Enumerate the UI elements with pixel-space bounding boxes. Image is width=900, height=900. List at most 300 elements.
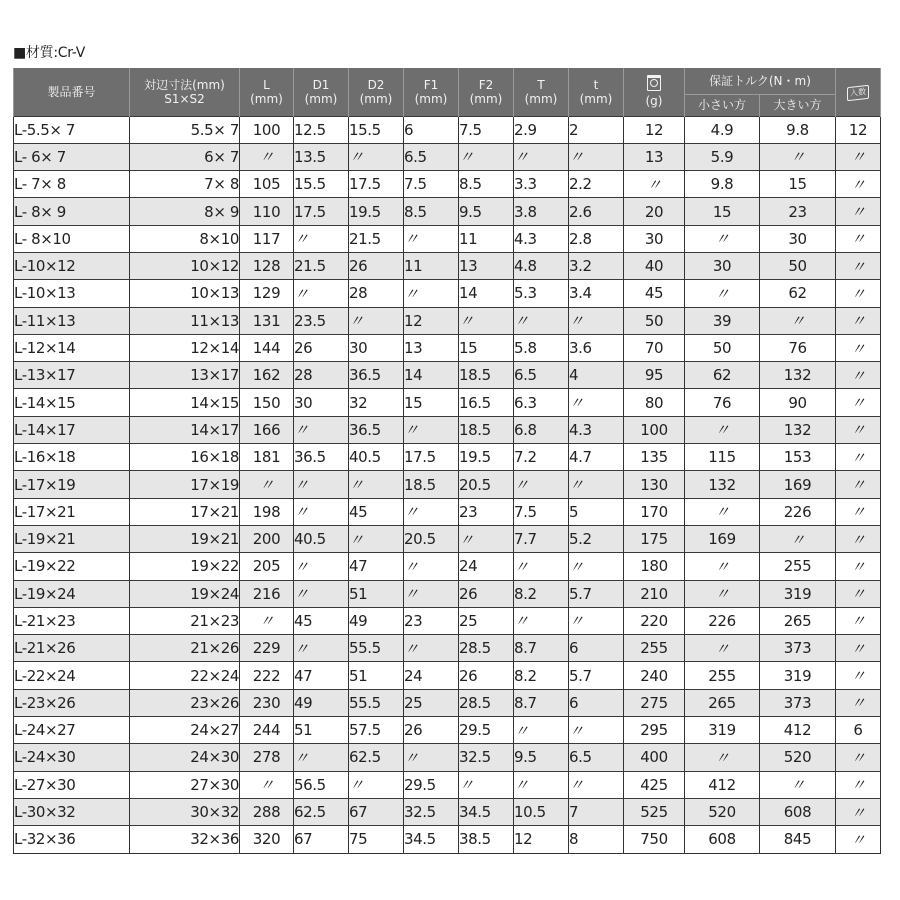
- cell-D2: 21.5: [349, 225, 404, 252]
- cell-F1: 13: [404, 334, 459, 361]
- cell-torque-large: 153: [760, 444, 836, 471]
- col-header-T: T (mm): [514, 68, 569, 116]
- cell-D2: 40.5: [349, 444, 404, 471]
- table-row: [14, 744, 881, 771]
- cell-L: 117: [240, 225, 294, 252]
- table-row: [14, 525, 881, 552]
- cell-L: 181: [240, 444, 294, 471]
- cell-D1: 26: [294, 334, 349, 361]
- cell-across-flats: 17×21: [130, 498, 240, 525]
- cell-T: 〃: [514, 607, 569, 634]
- cell-weight: 275: [624, 689, 685, 716]
- table-row: [14, 471, 881, 498]
- col-header-torque: 保証トルク(N・m): [685, 68, 836, 94]
- cell-T: 〃: [514, 143, 569, 170]
- cell-F1: 14: [404, 362, 459, 389]
- cell-torque-small: 520: [685, 798, 760, 825]
- cell-T: 〃: [514, 471, 569, 498]
- cell-across-flats: 8×10: [130, 225, 240, 252]
- cell-F1: 24: [404, 662, 459, 689]
- cell-torque-large: 373: [760, 635, 836, 662]
- table-row: [14, 717, 881, 744]
- cell-weight: 255: [624, 635, 685, 662]
- cell-across-flats: 24×30: [130, 744, 240, 771]
- table-row: [14, 225, 881, 252]
- cell-across-flats: 10×13: [130, 280, 240, 307]
- table-row: [14, 362, 881, 389]
- cell-torque-small: 4.9: [685, 116, 760, 143]
- cell-T: 6.8: [514, 416, 569, 443]
- cell-D1: 〃: [294, 280, 349, 307]
- cell-torque-small: 30: [685, 252, 760, 279]
- cell-D2: 26: [349, 252, 404, 279]
- cell-quantity: 〃: [836, 171, 881, 198]
- cell-T: 7.7: [514, 525, 569, 552]
- cell-t: 4: [569, 362, 624, 389]
- cell-torque-small: 〃: [685, 498, 760, 525]
- cell-t: 6: [569, 689, 624, 716]
- cell-weight: 80: [624, 389, 685, 416]
- cell-F2: 38.5: [459, 826, 514, 853]
- cell-F2: 18.5: [459, 416, 514, 443]
- cell-torque-small: 76: [685, 389, 760, 416]
- cell-T: 6.5: [514, 362, 569, 389]
- cell-quantity: 〃: [836, 771, 881, 798]
- cell-across-flats: 11×13: [130, 307, 240, 334]
- cell-across-flats: 30×32: [130, 798, 240, 825]
- table-row: [14, 826, 881, 853]
- cell-weight: 400: [624, 744, 685, 771]
- cell-torque-large: 319: [760, 662, 836, 689]
- cell-D1: 36.5: [294, 444, 349, 471]
- cell-T: 8.2: [514, 662, 569, 689]
- cell-L: 100: [240, 116, 294, 143]
- cell-across-flats: 7× 8: [130, 171, 240, 198]
- cell-D2: 36.5: [349, 362, 404, 389]
- table-row: [14, 116, 881, 143]
- cell-F2: 28.5: [459, 635, 514, 662]
- cell-F2: 23: [459, 498, 514, 525]
- cell-F2: 7.5: [459, 116, 514, 143]
- cell-F1: 18.5: [404, 471, 459, 498]
- cell-quantity: 〃: [836, 444, 881, 471]
- table-row: [14, 553, 881, 580]
- table-row: [14, 580, 881, 607]
- cell-F2: 24: [459, 553, 514, 580]
- table-row: [14, 798, 881, 825]
- cell-torque-large: 15: [760, 171, 836, 198]
- cell-t: 7: [569, 798, 624, 825]
- col-header-torque-large: 大きい方: [760, 94, 836, 116]
- cell-across-flats: 32×36: [130, 826, 240, 853]
- cell-D1: 12.5: [294, 116, 349, 143]
- cell-torque-large: 132: [760, 416, 836, 443]
- cell-F1: 〃: [404, 744, 459, 771]
- cell-D2: 62.5: [349, 744, 404, 771]
- cell-torque-large: 845: [760, 826, 836, 853]
- cell-quantity: 〃: [836, 225, 881, 252]
- cell-quantity: 〃: [836, 525, 881, 552]
- cell-D2: 51: [349, 580, 404, 607]
- cell-F2: 26: [459, 580, 514, 607]
- cell-across-flats: 8× 9: [130, 198, 240, 225]
- cell-L: 〃: [240, 607, 294, 634]
- cell-t: 2.2: [569, 171, 624, 198]
- cell-D1: 30: [294, 389, 349, 416]
- cell-across-flats: 22×24: [130, 662, 240, 689]
- cell-L: 222: [240, 662, 294, 689]
- cell-quantity: 〃: [836, 662, 881, 689]
- cell-F2: 34.5: [459, 798, 514, 825]
- cell-torque-small: 〃: [685, 416, 760, 443]
- table-row: [14, 198, 881, 225]
- cell-t: 4.7: [569, 444, 624, 471]
- col-header-product-no: 製品番号: [14, 68, 130, 116]
- table-row: [14, 171, 881, 198]
- cell-L: 144: [240, 334, 294, 361]
- cell-T: 12: [514, 826, 569, 853]
- cell-t: 5.7: [569, 662, 624, 689]
- cell-torque-small: 9.8: [685, 171, 760, 198]
- cell-L: 〃: [240, 471, 294, 498]
- scale-icon: [647, 75, 661, 91]
- cell-quantity: 〃: [836, 334, 881, 361]
- cell-torque-small: 50: [685, 334, 760, 361]
- cell-quantity: 〃: [836, 607, 881, 634]
- cell-torque-small: 255: [685, 662, 760, 689]
- cell-t: 4.3: [569, 416, 624, 443]
- cell-T: 〃: [514, 553, 569, 580]
- cell-product-no: L-19×24: [14, 580, 130, 607]
- cell-torque-large: 50: [760, 252, 836, 279]
- cell-quantity: 〃: [836, 307, 881, 334]
- cell-D1: 〃: [294, 635, 349, 662]
- table-row: [14, 143, 881, 170]
- cell-T: 4.8: [514, 252, 569, 279]
- cell-L: 229: [240, 635, 294, 662]
- cell-F1: 〃: [404, 498, 459, 525]
- cell-weight: 425: [624, 771, 685, 798]
- table-row: [14, 635, 881, 662]
- cell-product-no: L-17×19: [14, 471, 130, 498]
- cell-weight: 750: [624, 826, 685, 853]
- cell-D1: 13.5: [294, 143, 349, 170]
- cell-torque-small: 〃: [685, 553, 760, 580]
- cell-torque-small: 5.9: [685, 143, 760, 170]
- cell-t: 〃: [569, 607, 624, 634]
- cell-t: 2.6: [569, 198, 624, 225]
- cell-quantity: 12: [836, 116, 881, 143]
- col-header-across-flats: 対辺寸法(mm) S1×S2: [130, 68, 240, 116]
- cell-product-no: L-32×36: [14, 826, 130, 853]
- cell-torque-small: 412: [685, 771, 760, 798]
- cell-t: 2: [569, 116, 624, 143]
- cell-F1: 26: [404, 717, 459, 744]
- cell-t: 8: [569, 826, 624, 853]
- cell-product-no: L-27×30: [14, 771, 130, 798]
- cell-D1: 51: [294, 717, 349, 744]
- cell-F2: 26: [459, 662, 514, 689]
- cell-t: 〃: [569, 553, 624, 580]
- cell-torque-large: 62: [760, 280, 836, 307]
- table-row: [14, 771, 881, 798]
- cell-product-no: L-19×22: [14, 553, 130, 580]
- cell-T: 3.8: [514, 198, 569, 225]
- cell-D2: 55.5: [349, 635, 404, 662]
- cell-weight: 130: [624, 471, 685, 498]
- cell-across-flats: 21×23: [130, 607, 240, 634]
- cell-t: 5: [569, 498, 624, 525]
- cell-quantity: 〃: [836, 143, 881, 170]
- col-header-D2: D2 (mm): [349, 68, 404, 116]
- cell-quantity: 〃: [836, 744, 881, 771]
- cell-F1: 29.5: [404, 771, 459, 798]
- cell-quantity: 〃: [836, 198, 881, 225]
- cell-torque-large: 265: [760, 607, 836, 634]
- cell-quantity: 〃: [836, 498, 881, 525]
- cell-weight: 50: [624, 307, 685, 334]
- cell-product-no: L-12×14: [14, 334, 130, 361]
- cell-t: 3.4: [569, 280, 624, 307]
- cell-D1: 〃: [294, 471, 349, 498]
- cell-D2: 30: [349, 334, 404, 361]
- cell-torque-large: 169: [760, 471, 836, 498]
- cell-t: 5.7: [569, 580, 624, 607]
- cell-product-no: L-14×17: [14, 416, 130, 443]
- table-row: [14, 607, 881, 634]
- cell-torque-large: 〃: [760, 143, 836, 170]
- cell-torque-large: 319: [760, 580, 836, 607]
- cell-across-flats: 24×27: [130, 717, 240, 744]
- cell-weight: 13: [624, 143, 685, 170]
- cell-D1: 49: [294, 689, 349, 716]
- cell-quantity: 〃: [836, 389, 881, 416]
- cell-torque-small: 226: [685, 607, 760, 634]
- cell-F1: 6: [404, 116, 459, 143]
- cell-D1: 23.5: [294, 307, 349, 334]
- cell-torque-small: 〃: [685, 635, 760, 662]
- cell-D2: 49: [349, 607, 404, 634]
- cell-L: 110: [240, 198, 294, 225]
- col-header-L: L (mm): [240, 68, 294, 116]
- cell-torque-large: 〃: [760, 771, 836, 798]
- cell-across-flats: 13×17: [130, 362, 240, 389]
- cell-torque-large: 226: [760, 498, 836, 525]
- cell-torque-small: 608: [685, 826, 760, 853]
- cell-F1: 12: [404, 307, 459, 334]
- cell-T: 8.2: [514, 580, 569, 607]
- cell-t: 6.5: [569, 744, 624, 771]
- cell-F1: 〃: [404, 580, 459, 607]
- cell-F1: 34.5: [404, 826, 459, 853]
- cell-T: 9.5: [514, 744, 569, 771]
- cell-D1: 21.5: [294, 252, 349, 279]
- cell-weight: 175: [624, 525, 685, 552]
- cell-weight: 40: [624, 252, 685, 279]
- col-header-torque-small: 小さい方: [685, 94, 760, 116]
- cell-F2: 9.5: [459, 198, 514, 225]
- cell-T: 〃: [514, 771, 569, 798]
- cell-T: 6.3: [514, 389, 569, 416]
- cell-torque-large: 90: [760, 389, 836, 416]
- cell-quantity: 〃: [836, 635, 881, 662]
- cell-torque-small: 39: [685, 307, 760, 334]
- cell-product-no: L-24×27: [14, 717, 130, 744]
- col-header-t: t (mm): [569, 68, 624, 116]
- cell-across-flats: 10×12: [130, 252, 240, 279]
- spec-table: [13, 68, 881, 854]
- table-row: [14, 689, 881, 716]
- cell-quantity: 〃: [836, 362, 881, 389]
- table-row: [14, 662, 881, 689]
- cell-T: 7.2: [514, 444, 569, 471]
- cell-D2: 51: [349, 662, 404, 689]
- cell-D2: 75: [349, 826, 404, 853]
- cell-L: 150: [240, 389, 294, 416]
- table-row: [14, 416, 881, 443]
- table-row: [14, 444, 881, 471]
- cell-across-flats: 19×22: [130, 553, 240, 580]
- cell-D2: 28: [349, 280, 404, 307]
- col-header-F2: F2 (mm): [459, 68, 514, 116]
- cell-torque-large: 608: [760, 798, 836, 825]
- cell-D1: 62.5: [294, 798, 349, 825]
- cell-F2: 16.5: [459, 389, 514, 416]
- cell-D1: 45: [294, 607, 349, 634]
- cell-across-flats: 27×30: [130, 771, 240, 798]
- package-quantity-icon: 入数: [847, 85, 869, 101]
- cell-F2: 25: [459, 607, 514, 634]
- cell-D2: 〃: [349, 307, 404, 334]
- cell-D1: 〃: [294, 225, 349, 252]
- cell-L: 278: [240, 744, 294, 771]
- cell-product-no: L-24×30: [14, 744, 130, 771]
- cell-weight: 20: [624, 198, 685, 225]
- cell-weight: 135: [624, 444, 685, 471]
- cell-F2: 20.5: [459, 471, 514, 498]
- cell-torque-small: 62: [685, 362, 760, 389]
- cell-F1: 32.5: [404, 798, 459, 825]
- cell-product-no: L-5.5× 7: [14, 116, 130, 143]
- cell-weight: 100: [624, 416, 685, 443]
- cell-L: 131: [240, 307, 294, 334]
- cell-D2: 55.5: [349, 689, 404, 716]
- cell-weight: 295: [624, 717, 685, 744]
- cell-D2: 17.5: [349, 171, 404, 198]
- cell-across-flats: 12×14: [130, 334, 240, 361]
- cell-across-flats: 6× 7: [130, 143, 240, 170]
- cell-D2: 32: [349, 389, 404, 416]
- cell-torque-large: 〃: [760, 307, 836, 334]
- cell-torque-small: 265: [685, 689, 760, 716]
- cell-quantity: 〃: [836, 471, 881, 498]
- table-row: [14, 334, 881, 361]
- cell-D1: 47: [294, 662, 349, 689]
- cell-T: 8.7: [514, 689, 569, 716]
- cell-torque-small: 〃: [685, 744, 760, 771]
- cell-F2: 8.5: [459, 171, 514, 198]
- cell-D2: 〃: [349, 143, 404, 170]
- cell-T: 2.9: [514, 116, 569, 143]
- cell-product-no: L- 6× 7: [14, 143, 130, 170]
- cell-torque-large: 132: [760, 362, 836, 389]
- cell-F1: 20.5: [404, 525, 459, 552]
- cell-t: 〃: [569, 471, 624, 498]
- cell-t: 〃: [569, 143, 624, 170]
- cell-F2: 19.5: [459, 444, 514, 471]
- cell-torque-small: 〃: [685, 225, 760, 252]
- cell-L: 244: [240, 717, 294, 744]
- cell-D1: 〃: [294, 498, 349, 525]
- cell-quantity: 〃: [836, 252, 881, 279]
- cell-quantity: 〃: [836, 416, 881, 443]
- cell-F2: 28.5: [459, 689, 514, 716]
- cell-D2: 〃: [349, 525, 404, 552]
- material-label: ■材質:Cr-V: [13, 45, 85, 61]
- table-row: [14, 280, 881, 307]
- cell-across-flats: 14×15: [130, 389, 240, 416]
- cell-torque-large: 76: [760, 334, 836, 361]
- cell-weight: 220: [624, 607, 685, 634]
- cell-F1: 17.5: [404, 444, 459, 471]
- cell-F2: 18.5: [459, 362, 514, 389]
- cell-across-flats: 19×21: [130, 525, 240, 552]
- cell-D1: 67: [294, 826, 349, 853]
- cell-T: 5.3: [514, 280, 569, 307]
- cell-T: 〃: [514, 307, 569, 334]
- cell-t: 2.8: [569, 225, 624, 252]
- cell-product-no: L- 7× 8: [14, 171, 130, 198]
- cell-torque-large: 30: [760, 225, 836, 252]
- cell-torque-small: 169: [685, 525, 760, 552]
- cell-T: 4.3: [514, 225, 569, 252]
- cell-quantity: 〃: [836, 580, 881, 607]
- cell-F1: 11: [404, 252, 459, 279]
- cell-product-no: L-21×26: [14, 635, 130, 662]
- cell-T: 3.3: [514, 171, 569, 198]
- cell-D1: 〃: [294, 416, 349, 443]
- cell-product-no: L- 8× 9: [14, 198, 130, 225]
- cell-F1: 7.5: [404, 171, 459, 198]
- spec-table-body: [14, 116, 881, 853]
- cell-product-no: L-13×17: [14, 362, 130, 389]
- cell-product-no: L-19×21: [14, 525, 130, 552]
- cell-D2: 〃: [349, 471, 404, 498]
- col-header-D1: D1 (mm): [294, 68, 349, 116]
- cell-L: 129: [240, 280, 294, 307]
- cell-D2: 45: [349, 498, 404, 525]
- cell-product-no: L-23×26: [14, 689, 130, 716]
- cell-F2: 15: [459, 334, 514, 361]
- cell-product-no: L-30×32: [14, 798, 130, 825]
- cell-T: 7.5: [514, 498, 569, 525]
- cell-T: 8.7: [514, 635, 569, 662]
- cell-D1: 56.5: [294, 771, 349, 798]
- cell-torque-small: 15: [685, 198, 760, 225]
- cell-D1: 15.5: [294, 171, 349, 198]
- cell-F1: 25: [404, 689, 459, 716]
- cell-quantity: 6: [836, 717, 881, 744]
- cell-t: 3.2: [569, 252, 624, 279]
- cell-weight: 30: [624, 225, 685, 252]
- cell-t: 3.6: [569, 334, 624, 361]
- col-header-F1: F1 (mm): [404, 68, 459, 116]
- cell-weight: 〃: [624, 171, 685, 198]
- cell-weight: 525: [624, 798, 685, 825]
- cell-F1: 8.5: [404, 198, 459, 225]
- cell-L: 288: [240, 798, 294, 825]
- cell-torque-large: 9.8: [760, 116, 836, 143]
